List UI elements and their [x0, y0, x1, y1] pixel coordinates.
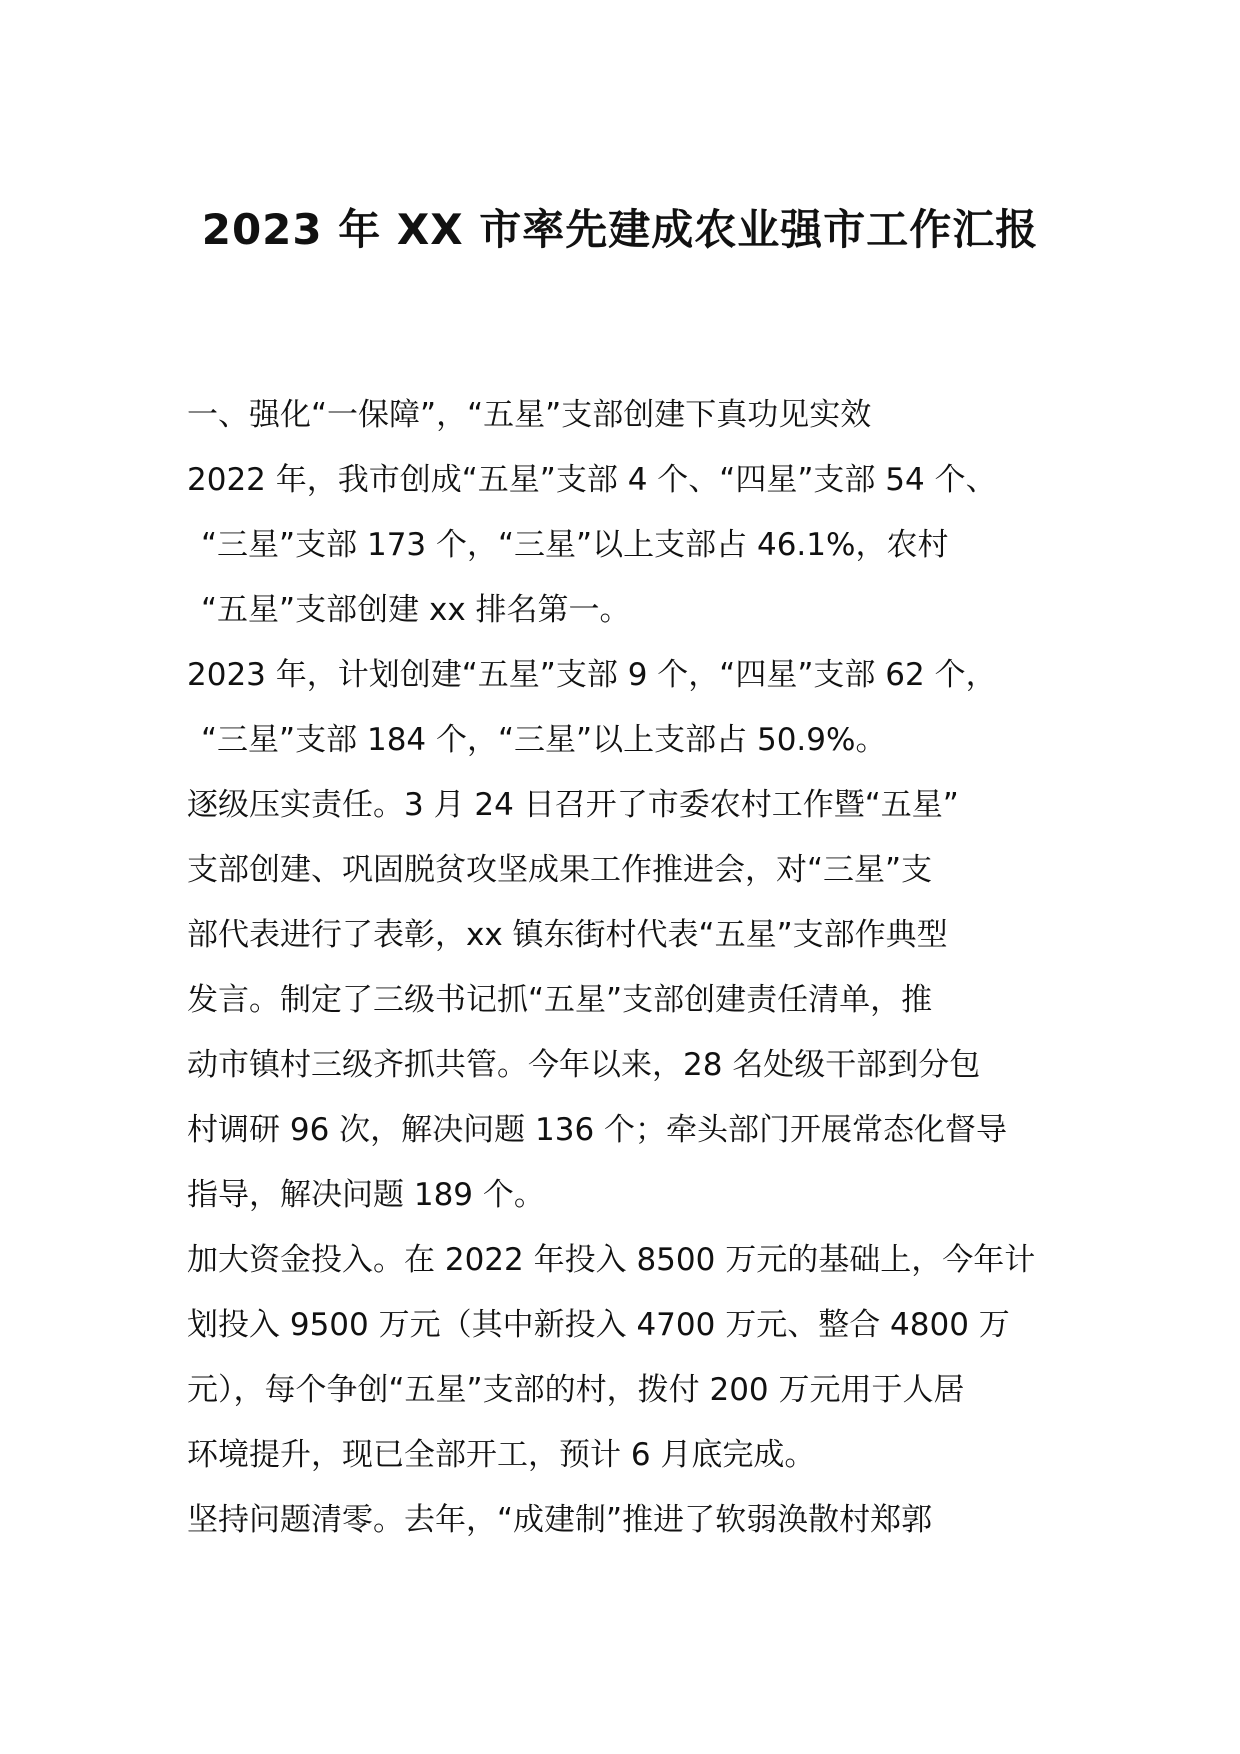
- paragraph-line: 划投入 9500 万元（其中新投入 4700 万元、整合 4800 万: [187, 1307, 1010, 1343]
- paragraph-line: 2022 年，我市创成“五星”支部 4 个、“四星”支部 54 个、: [187, 462, 997, 498]
- paragraph-line: 部代表进行了表彰，xx 镇东街村代表“五星”支部作典型: [187, 917, 948, 953]
- paragraph-line: 坚持问题清零。去年，“成建制”推进了软弱涣散村郑郭: [187, 1502, 933, 1538]
- paragraph-line: “三星”支部 173 个，“三星”以上支部占 46.1%，农村: [201, 527, 949, 563]
- paragraph-line: 2023 年，计划创建“五星”支部 9 个，“四星”支部 62 个，: [187, 657, 997, 693]
- paragraph-line: 发言。制定了三级书记抓“五星”支部创建责任清单，推: [187, 982, 933, 1018]
- paragraph-line: 元），每个争创“五星”支部的村，拨付 200 万元用于人居: [187, 1372, 965, 1408]
- paragraph-line: 加大资金投入。在 2022 年投入 8500 万元的基础上，今年计: [187, 1242, 1036, 1278]
- paragraph-line: “五星”支部创建 xx 排名第一。: [201, 592, 631, 628]
- paragraph-line: 指导，解决问题 189 个。: [187, 1177, 545, 1213]
- paragraph-line: 支部创建、巩固脱贫攻坚成果工作推进会，对“三星”支: [187, 852, 933, 888]
- document-title: 2023 年 XX 市率先建成农业强市工作汇报: [201, 205, 1039, 254]
- section-heading: 一、强化“一保障”，“五星”支部创建下真功见实效: [187, 397, 872, 433]
- document-body: [187, 383, 1087, 1553]
- paragraph-line: “三星”支部 184 个，“三星”以上支部占 50.9%。: [201, 722, 887, 758]
- paragraph-line: 环境提升，现已全部开工，预计 6 月底完成。: [187, 1437, 816, 1473]
- paragraph-line: 村调研 96 次，解决问题 136 个；牵头部门开展常态化督导: [187, 1112, 1008, 1148]
- paragraph-line: 动市镇村三级齐抓共管。今年以来，28 名处级干部到分包: [187, 1047, 981, 1083]
- paragraph-line: 逐级压实责任。3 月 24 日召开了市委农村工作暨“五星”: [187, 787, 959, 823]
